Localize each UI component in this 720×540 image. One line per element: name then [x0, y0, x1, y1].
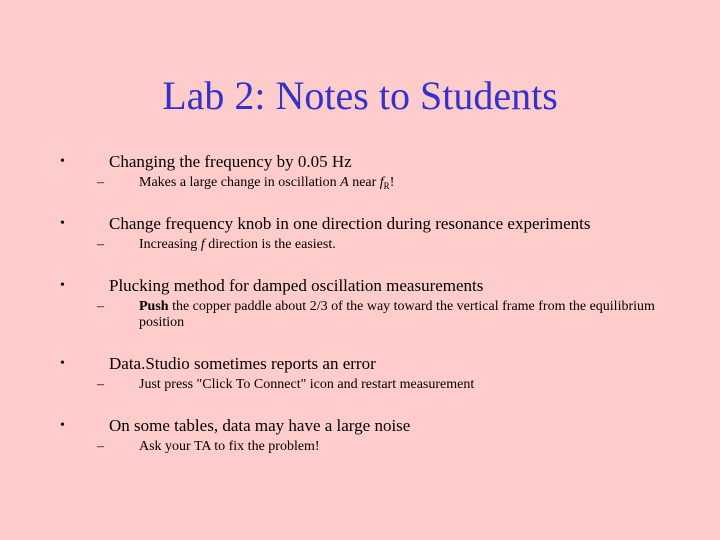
- slide-title: Lab 2: Notes to Students: [162, 73, 558, 118]
- sub-item-2: Increasing f direction is the easiest.: [139, 237, 336, 252]
- bullet-item-4: Data.Studio sometimes reports an error: [109, 354, 376, 373]
- bullet-item-3: Plucking method for damped oscillation measurements: [109, 276, 484, 295]
- bullet-item-5: On some tables, data may have a large noise: [109, 416, 411, 435]
- dash-icon: –: [97, 299, 104, 314]
- bullet-icon: •: [60, 356, 65, 371]
- bullet-icon: •: [60, 154, 65, 169]
- sub-item-5: Ask your TA to fix the problem!: [139, 439, 320, 454]
- bullet-icon: •: [60, 216, 65, 231]
- sub-item-3: Push the copper paddle about 2/3 of the way toward the vertical frame from the equilibrium position: [139, 299, 655, 330]
- dash-icon: –: [97, 237, 104, 252]
- sub-item-4: Just press "Click To Connect" icon and restart measurement: [139, 377, 475, 392]
- bullet-item-1: Changing the frequency by 0.05 Hz: [109, 152, 352, 171]
- bullet-icon: •: [60, 278, 65, 293]
- dash-icon: –: [97, 439, 104, 454]
- sub-item-1: Makes a large change in oscillation A near $f_R$!: [139, 175, 395, 191]
- dash-icon: –: [97, 377, 104, 392]
- dash-icon: –: [97, 175, 104, 190]
- bullet-icon: •: [60, 418, 65, 433]
- bullet-item-2: Change frequency knob in one direction during resonance experiments: [109, 214, 591, 233]
